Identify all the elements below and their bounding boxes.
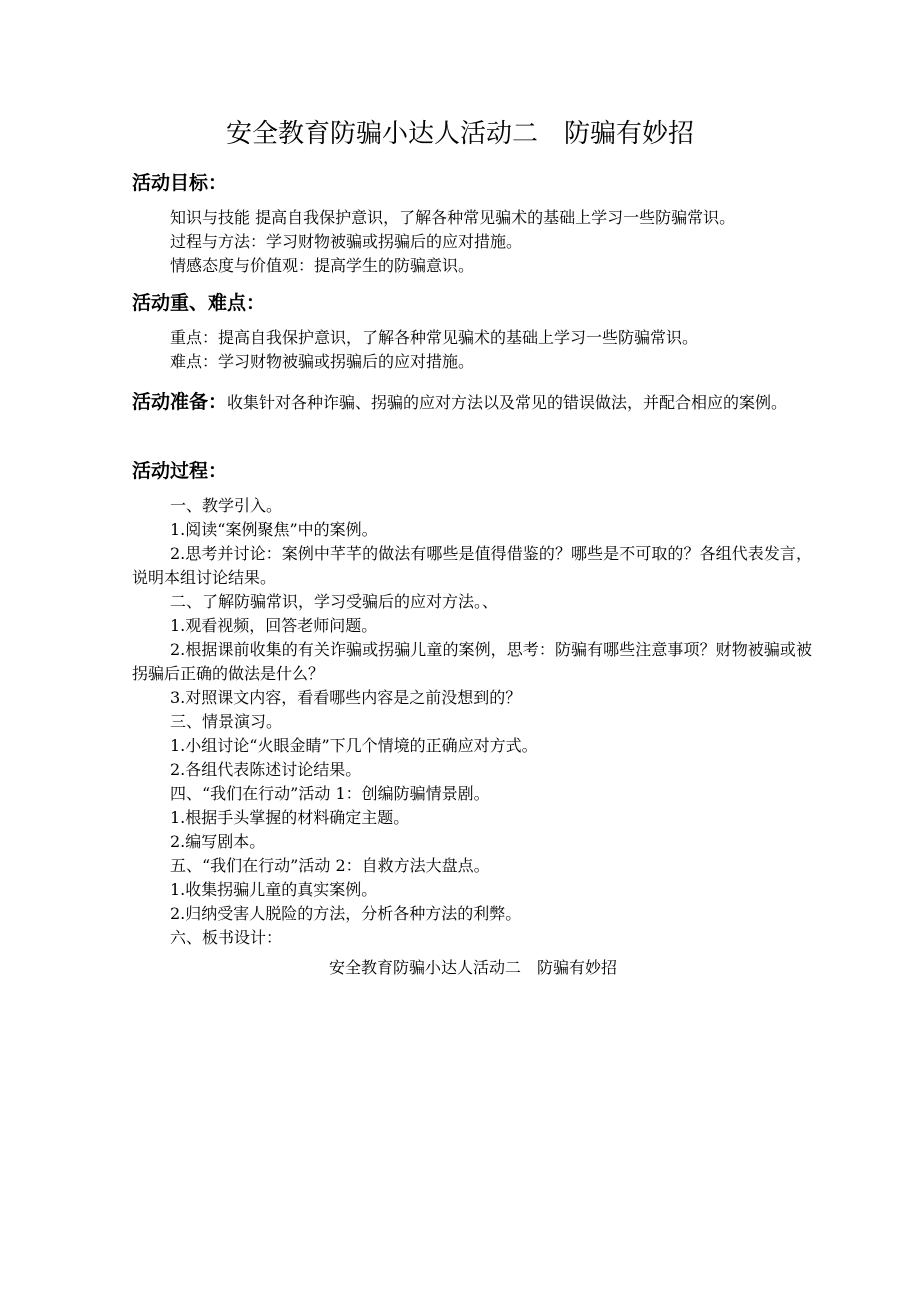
board-design-title: 安全教育防骗小达人活动二 防骗有妙招 (328, 958, 617, 977)
process-item: 1.阅读“案例聚焦”中的案例。 (170, 520, 378, 539)
process-item: 1.观看视频，回答老师问题。 (170, 616, 378, 635)
process-item: 四、“我们在行动”活动 1：创编防骗情景剧。 (170, 784, 490, 803)
preparation-text: 收集针对各种诈骗、拐骗的应对方法以及常见的错误做法，并配合相应的案例。 (227, 393, 788, 412)
process-item: 2.归纳受害人脱险的方法，分析各种方法的利弊。 (170, 904, 522, 923)
process-item: 2.根据课前收集的有关诈骗或拐骗儿童的案例，思考：防骗有哪些注意事项？财物被骗或被拐骗后正确的做法是什么？ (132, 640, 812, 683)
process-item: 五、“我们在行动”活动 2：自救方法大盘点。 (170, 856, 490, 875)
process-item: 六、板书设计： (170, 928, 283, 947)
goal-line: 情感态度与价值观：提高学生的防骗意识。 (170, 256, 475, 275)
process-item: 2.编写剧本。 (170, 832, 266, 851)
key-points-heading: 活动重、难点： (132, 292, 266, 314)
process-item: 2.思考并讨论：案例中芊芊的做法有哪些是值得借鉴的？哪些是不可取的？各组代表发言，说明本组讨论结果。 (132, 544, 812, 587)
process-item: 二、了解防骗常识，学习受骗后的应对方法。、 (170, 592, 499, 611)
document-title: 安全教育防骗小达人活动二 防骗有妙招 (225, 119, 694, 149)
goal-line: 知识与技能 提高自我保护意识，了解各种常见骗术的基础上学习一些防骗常识。 (170, 208, 736, 227)
goals-heading: 活动目标： (132, 172, 228, 194)
preparation-label: 活动准备 (132, 391, 209, 413)
goal-line: 过程与方法：学习财物被骗或拐骗后的应对措施。 (170, 232, 523, 251)
process-item: 3.对照课文内容，看看哪些内容是之前没想到的？ (170, 688, 522, 707)
process-item: 1.收集拐骗儿童的真实案例。 (170, 880, 378, 899)
process-item: 2.各组代表陈述讨论结果。 (170, 760, 362, 779)
key-point-line: 难点：学习财物被骗或拐骗后的应对措施。 (170, 352, 475, 371)
preparation-paragraph (132, 384, 812, 421)
process-item: 1.根据手头掌握的材料确定主题。 (170, 808, 410, 827)
preparation-colon: ： (208, 391, 228, 413)
process-item: 三、情景演习。 (170, 712, 283, 731)
key-point-line: 重点：提高自我保护意识，了解各种常见骗术的基础上学习一些防骗常识。 (170, 328, 699, 347)
process-item: 一、教学引入。 (170, 496, 283, 515)
process-item: 1.小组讨论“火眼金睛”下几个情境的正确应对方式。 (170, 736, 538, 755)
process-heading: 活动过程： (132, 460, 228, 482)
